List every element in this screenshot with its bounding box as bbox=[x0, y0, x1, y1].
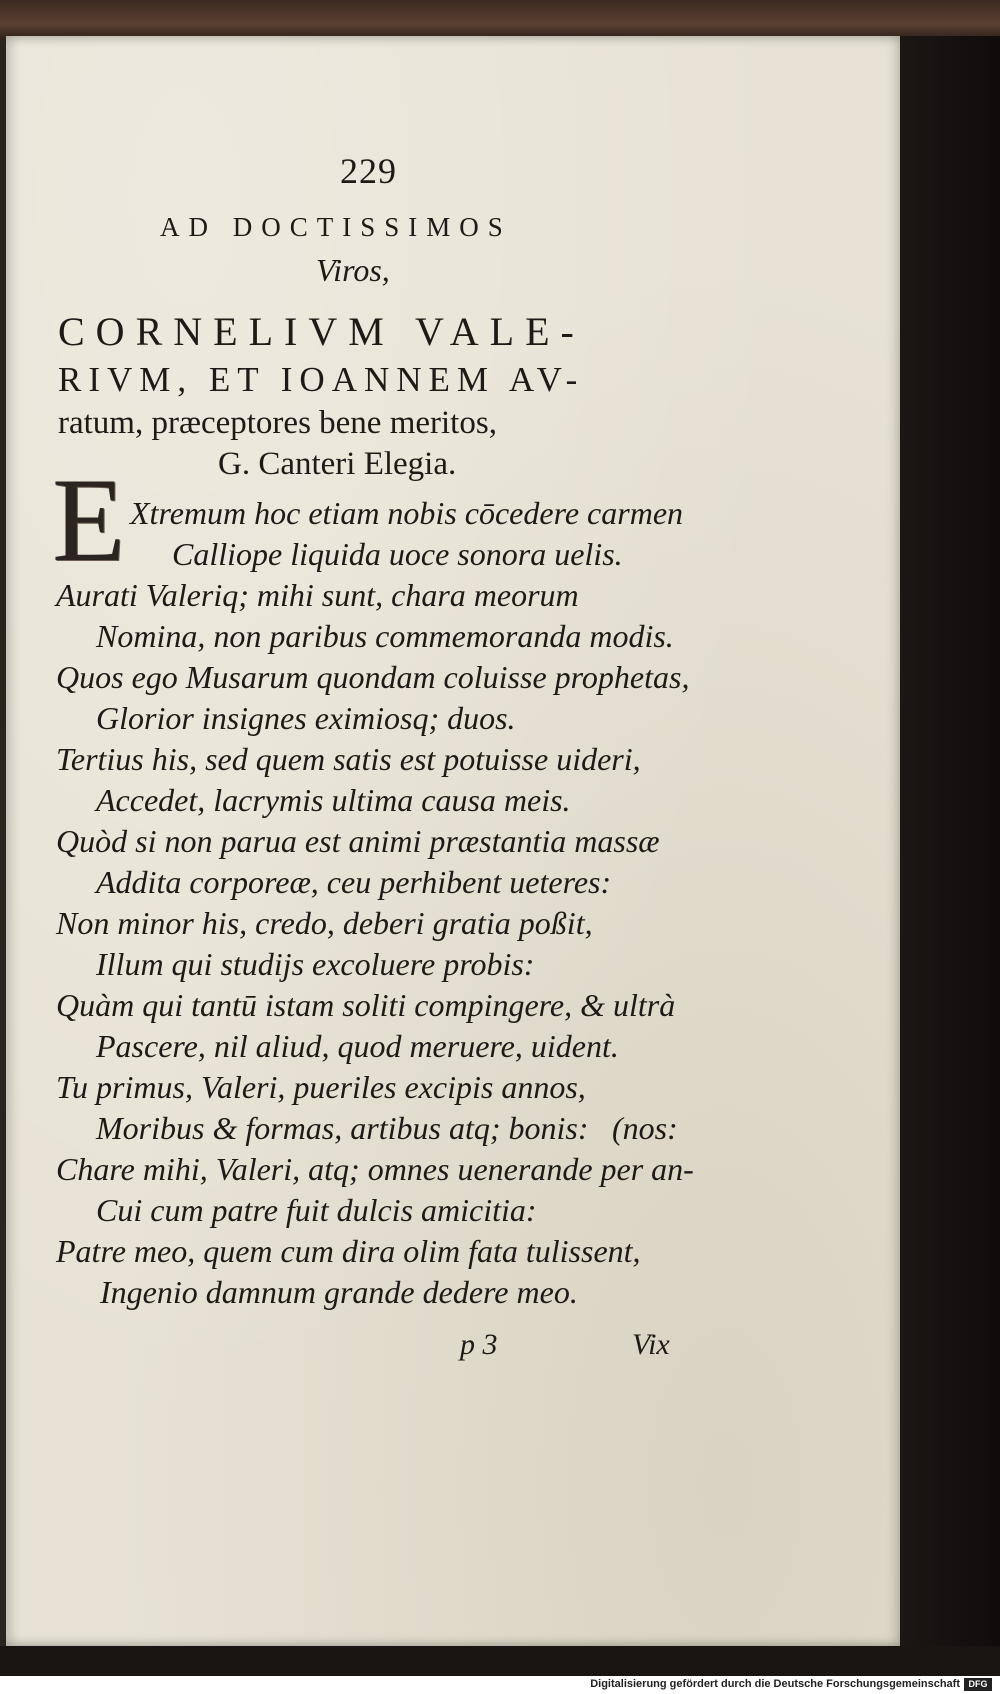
poem-line: Illum qui studijs excoluere probis: bbox=[96, 946, 535, 982]
title-line: CORNELIVM VALE- bbox=[58, 309, 585, 354]
page-gutter-shadow bbox=[900, 36, 1000, 1646]
poem-line: Xtremum hoc etiam nobis cōcedere carmen bbox=[130, 495, 684, 531]
poem-line: Quos ego Musarum quondam coluisse prophetas, bbox=[56, 659, 690, 695]
poem-line: Glorior insignes eximiosq; duos. bbox=[96, 700, 516, 736]
poem-line: Accedet, lacrymis ultima causa meis. bbox=[96, 782, 571, 818]
heading-viros: Viros, bbox=[316, 252, 390, 288]
poem-line: Aurati Valeriq; mihi sunt, chara meorum bbox=[56, 577, 579, 613]
scan-bottom-edge bbox=[0, 1646, 1000, 1676]
drop-cap-initial: E bbox=[52, 453, 126, 586]
poem-line: Nomina, non paribus commemoranda modis. bbox=[96, 618, 674, 654]
book-spine-edge bbox=[0, 0, 1000, 40]
footer-credit: Digitalisierung gefördert durch die Deutsche Forschungsgemeinschaft bbox=[590, 1678, 960, 1690]
heading-dedication: AD DOCTISSIMOS bbox=[160, 212, 512, 242]
catchword: Vix bbox=[632, 1328, 670, 1361]
poem-line: Chare mihi, Valeri, atq; omnes uenerande per an- bbox=[56, 1151, 694, 1187]
poem-line: Quàm qui tantū istam soliti compingere, & ultrà bbox=[56, 987, 676, 1023]
poem-line: Calliope liquida uoce sonora uelis. bbox=[172, 536, 623, 572]
poem-line: Non minor his, credo, deberi gratia poßit, bbox=[56, 905, 593, 941]
title-line: RIVM, ET IOANNEM AV- bbox=[58, 360, 585, 399]
dfg-logo: DFG bbox=[964, 1678, 992, 1691]
turnover-text: (nos: bbox=[612, 1110, 678, 1146]
signature-mark: p 3 bbox=[460, 1328, 498, 1361]
poem-line: Addita corporeæ, ceu perhibent ueteres: bbox=[96, 864, 612, 900]
poem-line: Pascere, nil aliud, quod meruere, uident. bbox=[96, 1028, 619, 1064]
title-line: ratum, præceptores bene meritos, bbox=[58, 405, 497, 441]
poem-line: Ingenio damnum grande dedere meo. bbox=[100, 1274, 578, 1310]
page-number: 229 bbox=[340, 151, 397, 191]
poem-line: Tertius his, sed quem satis est potuisse uideri, bbox=[56, 741, 641, 777]
poem-line: Cui cum patre fuit dulcis amicitia: bbox=[96, 1192, 537, 1228]
poem-line: Tu primus, Valeri, pueriles excipis annos, bbox=[56, 1069, 586, 1105]
poem-line: Moribus & formas, artibus atq; bonis: bbox=[96, 1110, 589, 1146]
poem-line: Patre meo, quem cum dira olim fata tulissent, bbox=[56, 1233, 641, 1269]
poem-line: Quòd si non parua est animi præstantia massæ bbox=[56, 823, 660, 859]
title-line: G. Canteri Elegia. bbox=[218, 446, 457, 482]
